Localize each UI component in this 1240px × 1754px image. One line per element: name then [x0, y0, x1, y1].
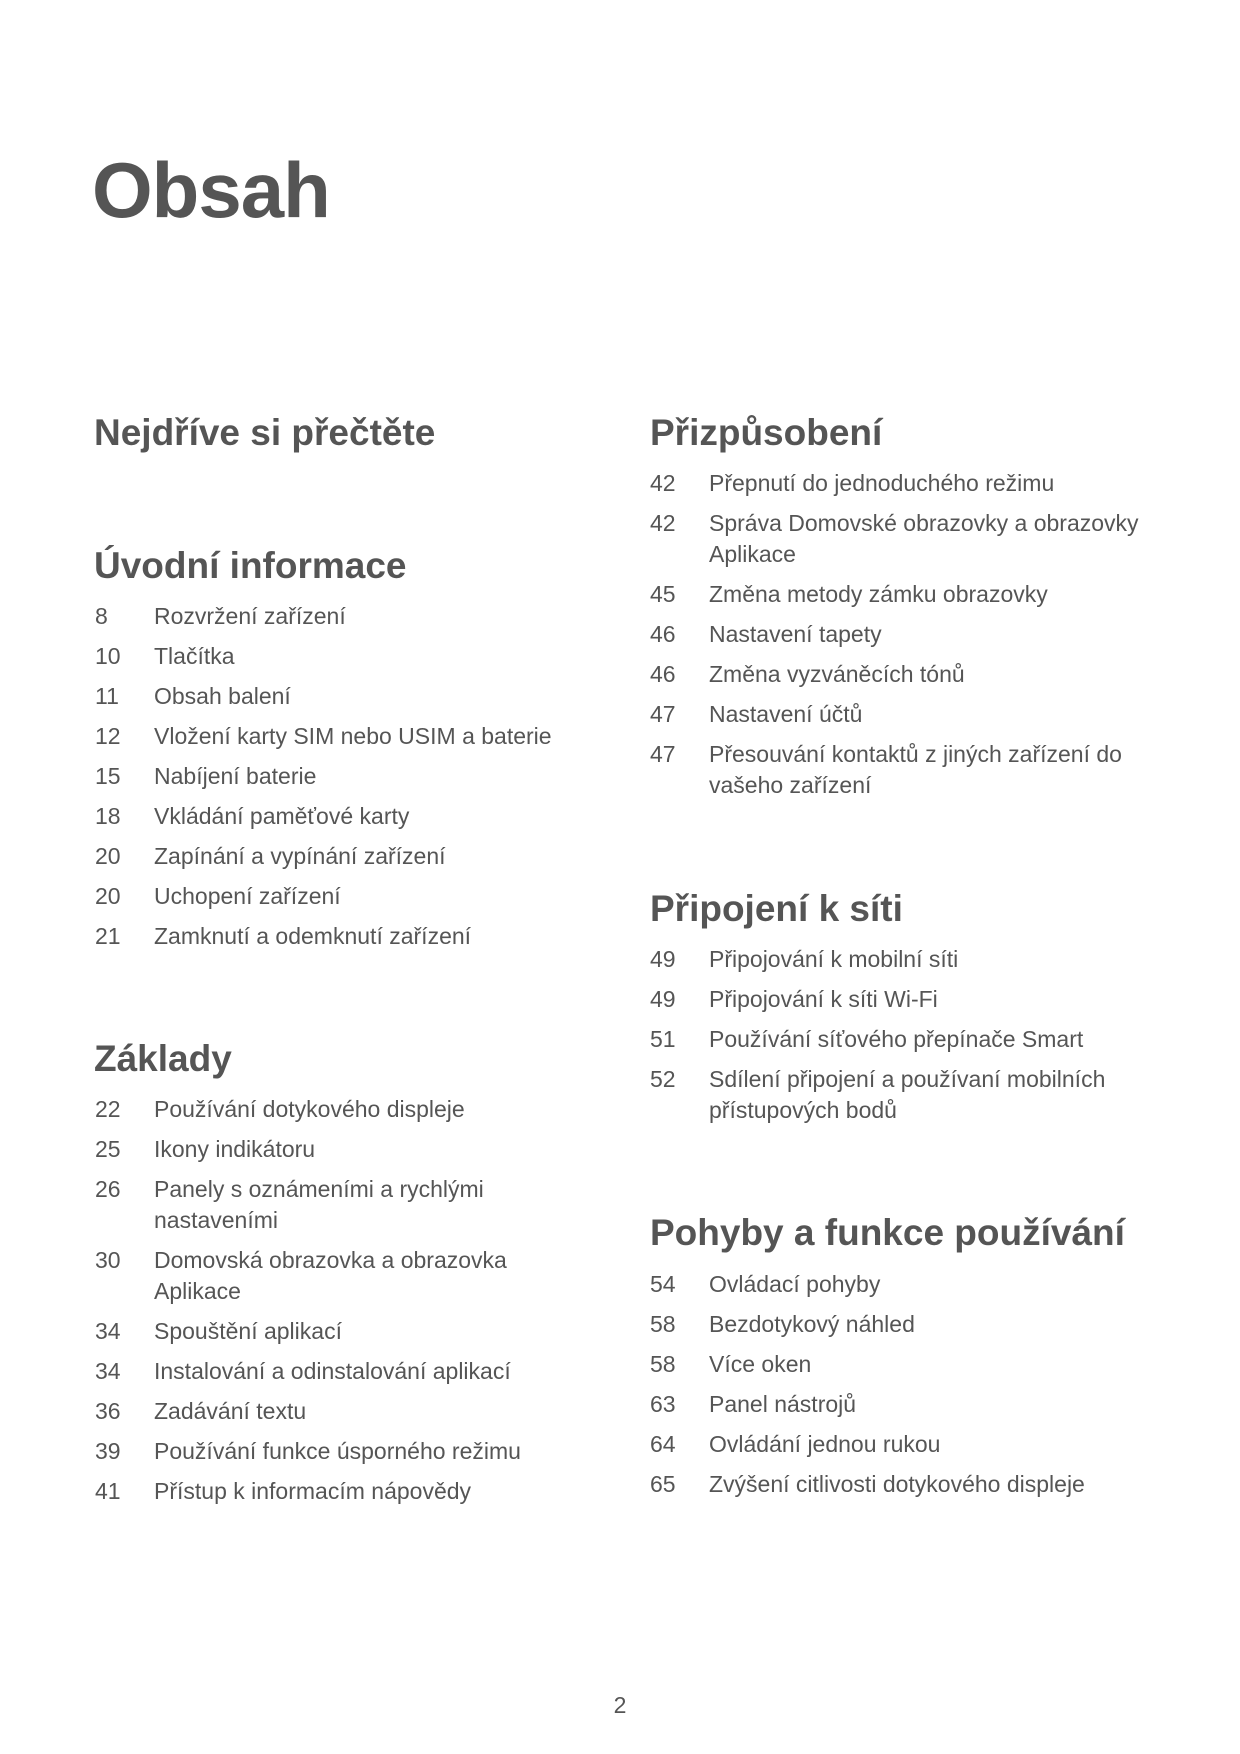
toc-entry-title: Zamknutí a odemknutí zařízení — [154, 923, 472, 949]
toc-page-number: 20 — [95, 883, 121, 909]
toc-entry[interactable] — [95, 1356, 565, 1387]
toc-entry-title: Rozvržení zařízení — [154, 603, 346, 629]
toc-entry-title: Ikony indikátoru — [154, 1136, 316, 1162]
toc-page-number: 46 — [650, 661, 676, 687]
toc-entry-title: Více oken — [709, 1351, 812, 1377]
toc-entry-title: Připojování k síti Wi-Fi — [709, 986, 938, 1012]
section-heading: Pohyby a funkce používání — [650, 1212, 1125, 1253]
page-title: Obsah — [92, 146, 330, 234]
toc-entry-title: Vkládání paměťové karty — [154, 803, 410, 829]
toc-entry-title: Správa Domovské obrazovky a obrazovky Aplikace — [709, 510, 1139, 567]
toc-entry-title: Ovládání jednou rukou — [709, 1431, 941, 1457]
section-heading: Nejdříve si přečtěte — [94, 412, 436, 453]
toc-entry-title: Zvýšení citlivosti dotykového displeje — [709, 1471, 1085, 1497]
toc-entry-title: Instalování a odinstalování aplikací — [154, 1358, 511, 1384]
toc-entry[interactable] — [650, 699, 1150, 730]
toc-entry-title: Změna vyzváněcích tónů — [709, 661, 965, 687]
toc-list — [95, 601, 565, 961]
toc-entry-title: Nastavení účtů — [709, 701, 863, 727]
toc-page-number: 49 — [650, 986, 676, 1012]
toc-entry[interactable] — [95, 1134, 565, 1165]
toc-page-number: 26 — [95, 1176, 121, 1202]
toc-page-number: 42 — [650, 510, 676, 536]
toc-entry-title: Spouštění aplikací — [154, 1318, 342, 1344]
toc-page-number: 45 — [650, 581, 676, 607]
toc-page-number: 58 — [650, 1311, 676, 1337]
toc-entry-title: Používání dotykového displeje — [154, 1096, 465, 1122]
toc-entry[interactable] — [650, 1064, 1150, 1126]
toc-entry[interactable] — [95, 601, 565, 632]
toc-page-number: 36 — [95, 1398, 121, 1424]
toc-page-number: 15 — [95, 763, 121, 789]
toc-list — [95, 1094, 565, 1516]
toc-page-number: 18 — [95, 803, 121, 829]
toc-page-number: 64 — [650, 1431, 676, 1457]
toc-entry[interactable] — [650, 1389, 1150, 1420]
toc-entry[interactable] — [95, 721, 565, 752]
toc-entry[interactable] — [650, 944, 1150, 975]
toc-page-number: 65 — [650, 1471, 676, 1497]
toc-entry-title: Přepnutí do jednoduchého režimu — [709, 470, 1055, 496]
toc-page-number: 34 — [95, 1318, 121, 1344]
toc-entry-title: Zadávání textu — [154, 1398, 307, 1424]
toc-entry[interactable] — [650, 619, 1150, 650]
toc-entry-title: Připojování k mobilní síti — [709, 946, 959, 972]
toc-entry-title: Nabíjení baterie — [154, 763, 317, 789]
toc-entry-title: Panel nástrojů — [709, 1391, 857, 1417]
toc-entry[interactable] — [650, 579, 1150, 610]
section-heading: Úvodní informace — [94, 545, 407, 586]
toc-entry[interactable] — [650, 1349, 1150, 1380]
toc-entry-title: Sdílení připojení a používaní mobilních přístupových bodů — [709, 1066, 1106, 1123]
toc-entry[interactable] — [95, 1316, 565, 1347]
toc-entry-title: Přístup k informacím nápovědy — [154, 1478, 472, 1504]
toc-entry-title: Bezdotykový náhled — [709, 1311, 915, 1337]
toc-page-number: 8 — [95, 603, 108, 629]
toc-entry[interactable] — [95, 681, 565, 712]
toc-list — [650, 1269, 1150, 1509]
toc-page-number: 22 — [95, 1096, 121, 1122]
section-heading: Připojení k síti — [650, 888, 903, 929]
toc-page-number: 30 — [95, 1247, 121, 1273]
toc-entry-title: Vložení karty SIM nebo USIM a baterie — [154, 723, 552, 749]
toc-entry[interactable] — [95, 921, 565, 952]
toc-entry[interactable] — [650, 508, 1150, 570]
toc-page-number: 58 — [650, 1351, 676, 1377]
toc-entry-title: Přesouvání kontaktů z jiných zařízení do vašeho zařízení — [709, 741, 1122, 798]
toc-entry[interactable] — [95, 1094, 565, 1125]
toc-page-number: 10 — [95, 643, 121, 669]
toc-page-number: 11 — [95, 683, 119, 709]
toc-page-number: 42 — [650, 470, 676, 496]
toc-list — [650, 944, 1150, 1135]
toc-entry[interactable] — [650, 1309, 1150, 1340]
toc-entry[interactable] — [95, 801, 565, 832]
toc-entry[interactable] — [95, 1436, 565, 1467]
toc-entry[interactable] — [650, 1024, 1150, 1055]
toc-page-number: 41 — [95, 1478, 121, 1504]
toc-entry[interactable] — [650, 1469, 1150, 1500]
toc-entry-title: Nastavení tapety — [709, 621, 882, 647]
toc-page-number: 34 — [95, 1358, 121, 1384]
toc-entry-title: Zapínání a vypínání zařízení — [154, 843, 446, 869]
toc-entry[interactable] — [650, 1269, 1150, 1300]
toc-page-number: 39 — [95, 1438, 121, 1464]
section-heading: Základy — [94, 1038, 232, 1079]
toc-page-number: 12 — [95, 723, 121, 749]
toc-entry[interactable] — [650, 1429, 1150, 1460]
toc-page-number: 51 — [650, 1026, 676, 1052]
toc-entry[interactable] — [95, 1476, 565, 1507]
toc-entry[interactable] — [95, 841, 565, 872]
toc-list — [650, 468, 1150, 810]
toc-entry-title: Používání síťového přepínače Smart — [709, 1026, 1084, 1052]
toc-page-number: 47 — [650, 701, 676, 727]
toc-page-number: 46 — [650, 621, 676, 647]
toc-entry-title: Panely s oznámeními a rychlými nastaveními — [154, 1176, 484, 1233]
toc-page-number: 21 — [95, 923, 121, 949]
toc-entry[interactable] — [95, 641, 565, 672]
toc-entry[interactable] — [650, 739, 1150, 801]
toc-entry[interactable] — [95, 761, 565, 792]
toc-entry[interactable] — [95, 881, 565, 912]
toc-entry-title: Ovládací pohyby — [709, 1271, 881, 1297]
toc-entry[interactable] — [650, 659, 1150, 690]
toc-page-number: 54 — [650, 1271, 676, 1297]
toc-entry-title: Obsah balení — [154, 683, 291, 709]
toc-entry[interactable] — [650, 468, 1150, 499]
section-heading: Přizpůsobení — [650, 412, 883, 453]
toc-entry[interactable] — [95, 1396, 565, 1427]
toc-page-number: 52 — [650, 1066, 676, 1092]
toc-entry-title: Domovská obrazovka a obrazovka Aplikace — [154, 1247, 507, 1304]
toc-page-number: 49 — [650, 946, 676, 972]
toc-entry[interactable] — [95, 1174, 565, 1236]
toc-page-number: 63 — [650, 1391, 676, 1417]
toc-entry[interactable] — [650, 984, 1150, 1015]
toc-page-number: 25 — [95, 1136, 121, 1162]
toc-page-number: 20 — [95, 843, 121, 869]
toc-entry-title: Uchopení zařízení — [154, 883, 341, 909]
page-number: 2 — [613, 1692, 627, 1718]
toc-entry-title: Používání funkce úsporného režimu — [154, 1438, 521, 1464]
toc-page-number: 47 — [650, 741, 676, 767]
toc-entry[interactable] — [95, 1245, 565, 1307]
toc-entry-title: Tlačítka — [154, 643, 235, 669]
toc-entry-title: Změna metody zámku obrazovky — [709, 581, 1048, 607]
